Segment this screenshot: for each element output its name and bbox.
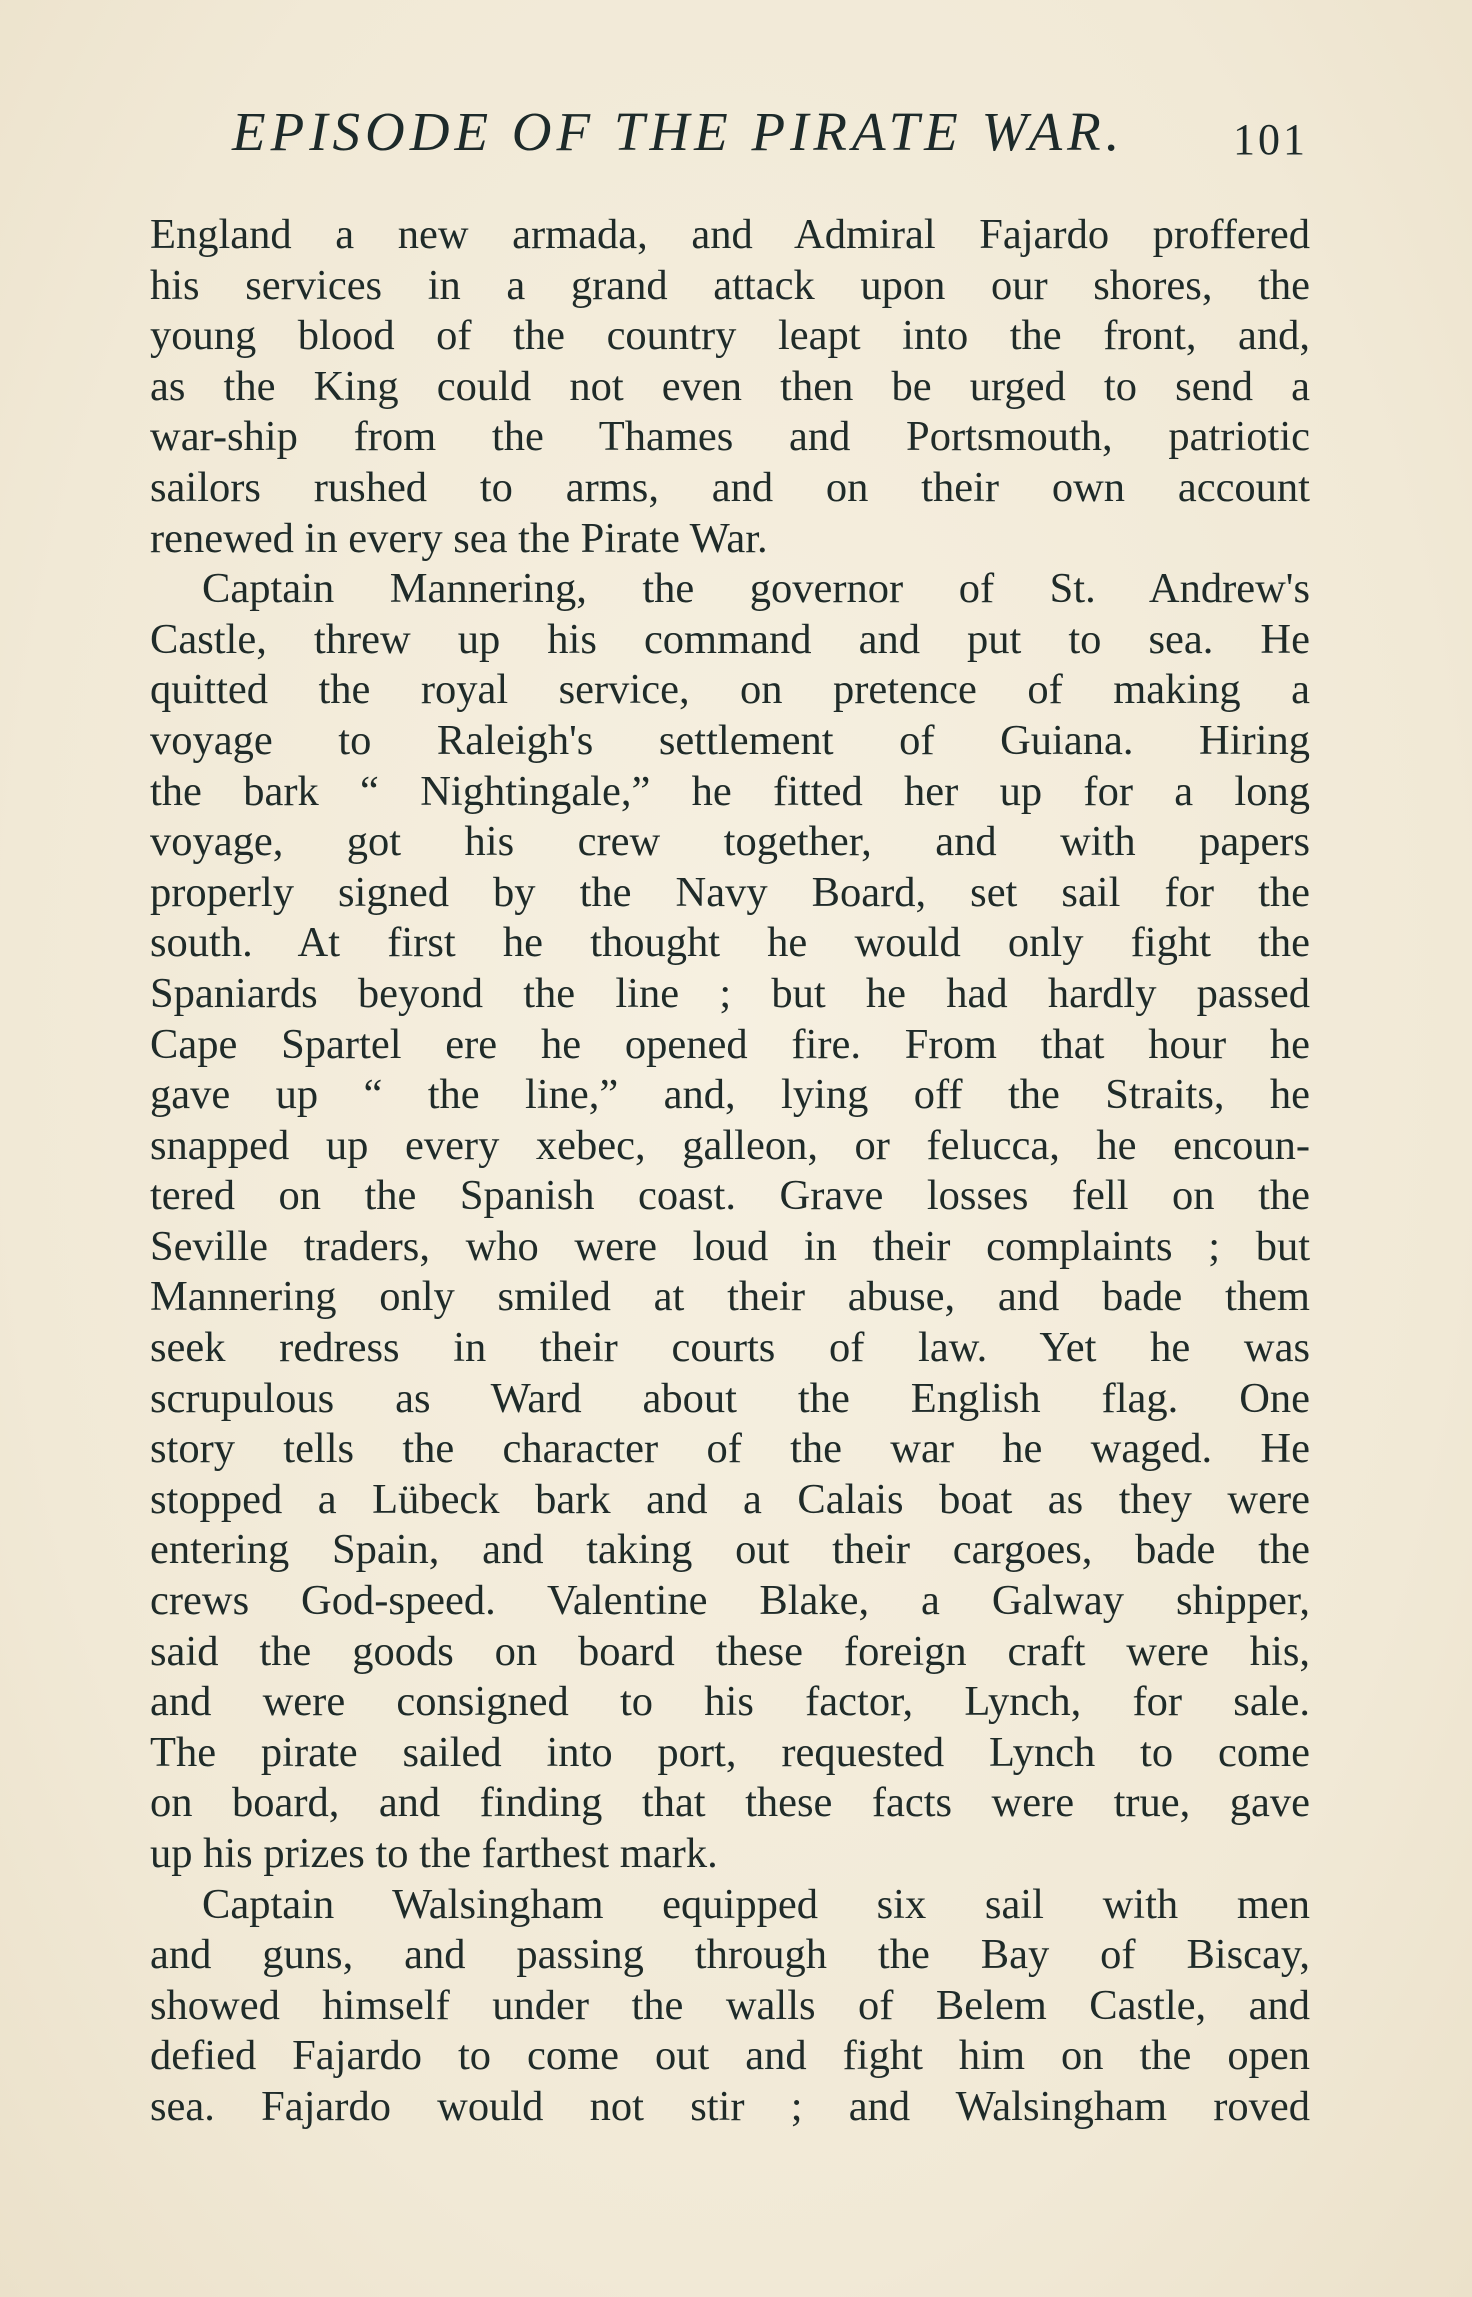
body-text: [150, 210, 1310, 2133]
text-line: Seville traders, who were loud in their complaints ; but: [150, 1222, 1310, 1270]
text-line: Captain Mannering, the governor of St. Andrew's: [202, 565, 1310, 613]
text-line: stopped a Lübeck bark and a Calais boat as they were: [150, 1475, 1310, 1523]
text-line: gave up “ the line,” and, lying off the Straits, he: [150, 1071, 1310, 1119]
text-line: the bark “ Nightingale,” he fitted her up for a long: [150, 767, 1310, 815]
running-title: EPISODE OF THE PIRATE WAR.: [232, 101, 1125, 162]
text-line: Mannering only smiled at their abuse, and bade them: [150, 1273, 1310, 1321]
text-line: up his prizes to the farthest mark.: [150, 1830, 718, 1877]
text-line: Cape Spartel ere he opened fire. From that hour he: [150, 1020, 1310, 1068]
text-line: snapped up every xebec, galleon, or felucca, he encoun-: [150, 1121, 1310, 1169]
text-line: voyage to Raleigh's settlement of Guiana. Hiring: [150, 716, 1310, 764]
text-line: entering Spain, and taking out their cargoes, bade the: [150, 1526, 1310, 1574]
text-line: renewed in every sea the Pirate War.: [150, 514, 768, 562]
text-line: Captain Walsingham equipped six sail with men: [202, 1880, 1310, 1928]
text-line: as the King could not even then be urged to send a: [150, 362, 1310, 410]
text-line: said the goods on board these foreign craft were his,: [150, 1627, 1310, 1675]
text-line: showed himself under the walls of Belem Castle, and: [150, 1981, 1310, 2029]
text-line: and were consigned to his factor, Lynch, for sale.: [150, 1678, 1310, 1726]
text-line: Castle, threw up his command and put to sea. He: [150, 615, 1310, 663]
text-line: scrupulous as Ward about the English flag. One: [150, 1374, 1310, 1422]
text-line: voyage, got his crew together, and with papers: [150, 818, 1310, 866]
text-line: Spaniards beyond the line ; but he had hardly passed: [150, 969, 1310, 1017]
text-line: The pirate sailed into port, requested Lynch to come: [150, 1728, 1310, 1776]
text-line: and guns, and passing through the Bay of Biscay,: [150, 1931, 1310, 1979]
text-line: on board, and finding that these facts were true, gave: [150, 1779, 1310, 1827]
text-line: south. At first he thought he would only fight the: [150, 919, 1310, 967]
text-line: story tells the character of the war he waged. He: [150, 1425, 1310, 1473]
text-line: his services in a grand attack upon our shores, the: [150, 261, 1310, 309]
text-line: sea. Fajardo would not stir ; and Walsingham roved: [150, 2082, 1310, 2130]
text-line: defied Fajardo to come out and fight him on the open: [150, 2032, 1310, 2080]
page-number: 101: [1233, 115, 1308, 164]
text-line: England a new armada, and Admiral Fajardo proffered: [150, 211, 1310, 258]
text-line: war-ship from the Thames and Portsmouth, patriotic: [150, 413, 1310, 461]
text-line: sailors rushed to arms, and on their own account: [150, 463, 1310, 511]
running-head: [232, 100, 1308, 170]
text-line: tered on the Spanish coast. Grave losses fell on the: [150, 1172, 1310, 1220]
text-line: young blood of the country leapt into the front, and,: [150, 312, 1310, 360]
text-line: crews God-speed. Valentine Blake, a Galway shipper,: [150, 1577, 1310, 1625]
text-line: quitted the royal service, on pretence of making a: [150, 666, 1310, 714]
text-line: seek redress in their courts of law. Yet he was: [150, 1324, 1310, 1372]
text-line: properly signed by the Navy Board, set sail for the: [150, 868, 1310, 916]
